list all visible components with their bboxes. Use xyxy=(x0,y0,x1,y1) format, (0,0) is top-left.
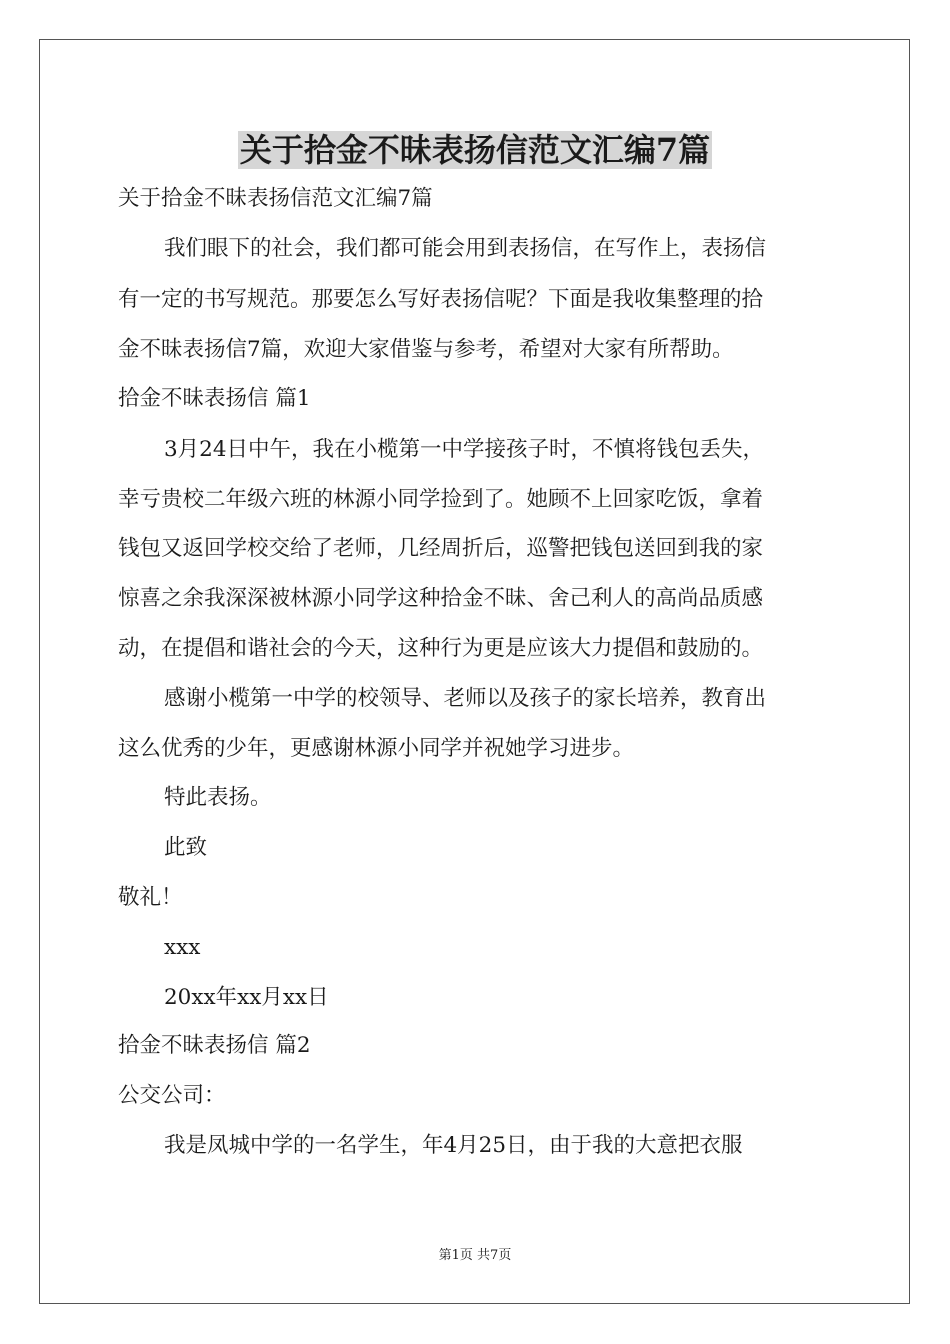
body-line: 钱包又返回学校交给了老师，几经周折后，巡警把钱包送回到我的家 xyxy=(118,536,764,561)
body-line: 3月24日中午，我在小榄第一中学接孩子时，不慎将钱包丢失， xyxy=(164,437,765,462)
body-line: 感谢小榄第一中学的校领导、老师以及孩子的家长培养，教育出 xyxy=(164,686,767,711)
document-title-text: 关于拾金不昧表扬信范文汇编7篇 xyxy=(239,131,711,169)
body-line: 动，在提倡和谐社会的今天，这种行为更是应该大力提倡和鼓励的。 xyxy=(118,636,764,661)
section-heading-1: 拾金不昧表扬信 篇1 xyxy=(118,386,311,411)
intro-line-3: 金不昧表扬信7篇，欢迎大家借鉴与参考，希望对大家有所帮助。 xyxy=(118,337,734,362)
intro-line-1: 我们眼下的社会，我们都可能会用到表扬信，在写作上，表扬信 xyxy=(164,236,767,261)
closing-line: 此致 xyxy=(164,835,208,860)
body-line: 这么优秀的少年，更感谢林源小同学并祝她学习进步。 xyxy=(118,736,635,761)
body-line: 幸亏贵校二年级六班的林源小同学捡到了。她顾不上回家吃饭，拿着 xyxy=(118,487,764,512)
document-title xyxy=(0,128,950,172)
body-line: 惊喜之余我深深被林源小同学这种拾金不昧、舍己利人的高尚品质感 xyxy=(118,586,764,611)
page-border xyxy=(39,39,910,1304)
page-footer: 第1页 共7页 xyxy=(438,1248,512,1263)
recipient-line: 公交公司： xyxy=(118,1083,226,1108)
signature-date: 20xx年xx月xx日 xyxy=(164,985,329,1010)
intro-line-2: 有一定的书写规范。那要怎么写好表扬信呢？下面是我收集整理的拾 xyxy=(118,287,764,312)
signature-name: xxx xyxy=(164,935,201,960)
salutation-line: 敬礼！ xyxy=(118,885,183,910)
section-heading-2: 拾金不昧表扬信 篇2 xyxy=(118,1033,311,1058)
body-line: 特此表扬。 xyxy=(164,785,272,810)
body-line: 我是凤城中学的一名学生，年4月25日，由于我的大意把衣服 xyxy=(164,1133,743,1158)
subtitle-line: 关于拾金不昧表扬信范文汇编7篇 xyxy=(118,186,433,211)
